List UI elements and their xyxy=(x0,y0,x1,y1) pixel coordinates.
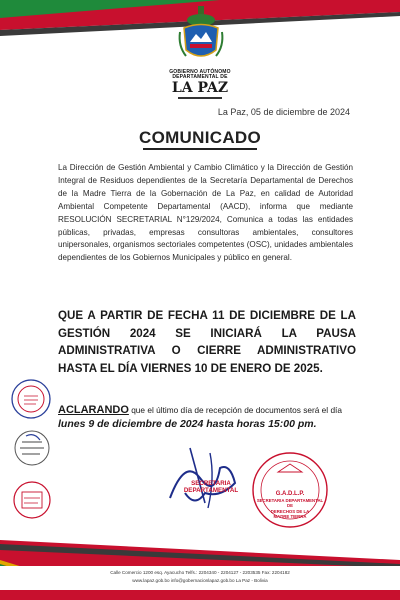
left-stamp-3-icon xyxy=(12,478,52,522)
gov-name-line-2: DEPARTAMENTAL DE xyxy=(172,74,228,80)
right-stamp-line-3: MADRE TIERRA xyxy=(273,514,307,520)
right-stamp-line-1: SECRETARIA DEPARTAMENTAL DE xyxy=(256,497,324,509)
document-date: La Paz, 05 de diciembre de 2024 xyxy=(217,107,350,117)
center-stamp-line-2: DEPARTAMENTAL xyxy=(183,487,239,494)
logo-underline xyxy=(178,97,222,99)
title-underline xyxy=(143,148,257,150)
signature-icon xyxy=(160,438,250,518)
center-stamp-line-1: SECRETARIA xyxy=(191,480,231,487)
footer-strip xyxy=(0,590,400,600)
clarification-text: que el último día de recepción de documentos será el día xyxy=(128,405,342,415)
right-stamp-line-2: DERECHOS DE LA xyxy=(270,508,310,514)
left-stamp-2-icon xyxy=(12,428,52,468)
clarification-lead: ACLARANDO xyxy=(58,404,129,416)
right-stamp-top: G.A.D.L.P. xyxy=(275,491,305,497)
left-stamp-1-icon xyxy=(10,378,52,420)
notice-paragraph: QUE A PARTIR DE FECHA 11 DE DICIEMBRE DE LA GESTIÓN 2024 SE INICIARÁ LA PAUSA ADMINISTRATIVA O CIERRE ADMINISTRATIVO HASTA EL DÍA VIERNES 10 DE ENERO DE 2025. xyxy=(58,309,356,375)
coat-of-arms-icon xyxy=(176,6,226,66)
center-stamp xyxy=(178,480,244,494)
footer-address: Calle Comercio 1200 esq. Ayacucho Telfs.: 2204340 - 2204127 - 2203535 Fax: 2204182 xyxy=(110,570,290,575)
right-stamp-text xyxy=(256,492,324,520)
gov-name-line-1: GOBIERNO AUTÓNOMO xyxy=(169,69,231,75)
la-paz-logo: LA PAZ xyxy=(171,80,229,96)
footer-contact: www.lapaz.gob.bo info@gobernacionlapaz.gob.bo La Paz - Bolivia xyxy=(132,578,268,583)
document-title: COMUNICADO xyxy=(139,128,261,147)
clarification-paragraph xyxy=(58,403,356,431)
body-paragraph: La Dirección de Gestión Ambiental y Cambio Climático y la Dirección de Gestión Integral de Residuos dependientes de la Secretaría Departamental de Derechos de la Madre Tierra de la Gobernación de La Paz, en calidad de Autoridad Ambiental Competente Departamental (AACD), informa que mediante RESOLUCIÓN SECRETARIAL N°129/2024, Comunica a todas las entidades públicas, privadas, empresas consultoras ambientales, consultores unipersonales, organismos sectoriales competentes (OSC), unidades ambientales dependientes de los Gobiernos Municipales y público en general. xyxy=(58,163,353,263)
clarification-deadline: lunes 9 de diciembre de 2024 hasta horas 15:00 pm. xyxy=(58,418,317,430)
